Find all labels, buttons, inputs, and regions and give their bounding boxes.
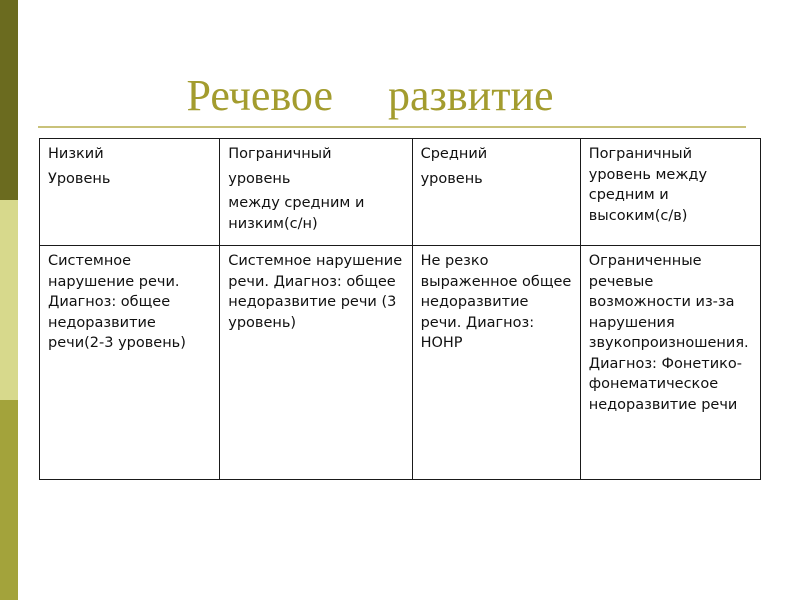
body-cell-borderline-low: Системное нарушение речи. Диагноз: общее недоразвитие речи (3 уровень) [220,246,412,480]
table-body-row [40,246,761,480]
header-cell-low [40,139,220,246]
header-low-line-1: Низкий [48,146,104,162]
header-bl-line-3: между средним и низким(с/н) [228,195,365,232]
header-bh-line-1: Пограничный уровень между средним и высоким(с/в) [588,146,708,224]
body-cell-borderline-high: Ограниченные речевые возможности из-за нарушения звукопроизношения. Диагноз: Фонетико-фонематическое недоразвитие речи [580,246,760,480]
body-cell-low: Системное нарушение речи. Диагноз: общее недоразвитие речи(2-3 уровень) [40,246,220,480]
header-bl-line-1: Пограничный [228,146,332,162]
header-bl-line-2: уровень [228,170,291,187]
header-medium-line-2: уровень [420,170,483,187]
side-bar-bottom [0,400,18,600]
slide-title: Речевое развитие [186,71,554,120]
title-underline [38,126,746,128]
header-low-line-2: Уровень [48,170,111,187]
body-cell-medium: Не резко выраженное общее недоразвитие речи. Диагноз: НОНР [412,246,580,480]
header-cell-borderline-high [580,139,760,246]
header-medium-line-1: Средний [420,146,488,162]
header-cell-borderline-low [220,139,412,246]
side-bar-middle [0,200,18,400]
header-cell-medium [412,139,580,246]
speech-development-table [39,138,761,480]
table-header-row [40,139,761,246]
